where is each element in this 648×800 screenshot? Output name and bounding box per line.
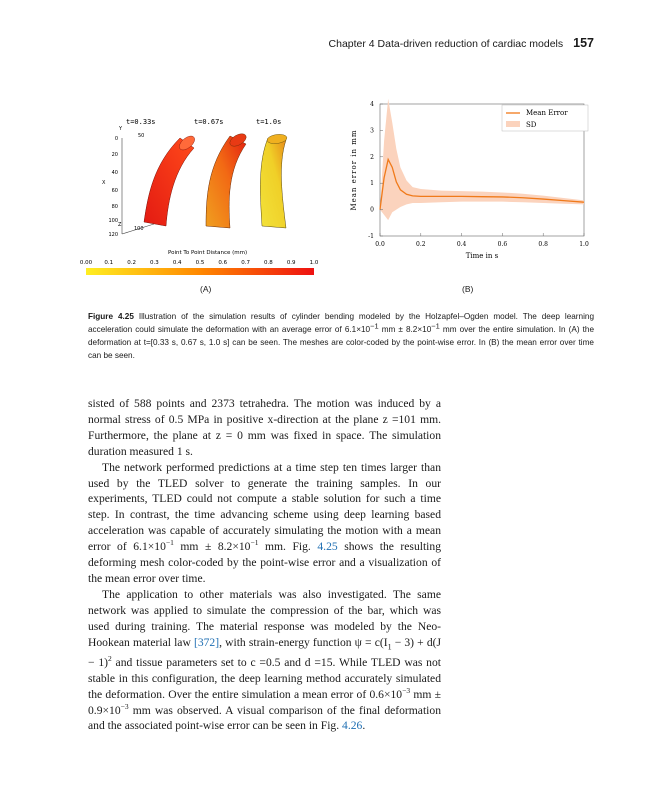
y-tick-label-5: 4 [370,101,374,108]
citation-link-372[interactable]: [372] [193,635,220,649]
mean-error-chart [342,96,592,276]
z-axis-label: Z [118,222,122,228]
x-axis-title: Time in s [465,252,499,260]
mesh-t033 [144,138,194,226]
x-tick-label-3: 0.6 [497,241,508,248]
legend-sd: SD [526,121,537,129]
running-header [0,36,594,50]
colorbar-tick-0: 0.00 [79,260,93,266]
x-axis-label: X [102,180,106,186]
y-tick-label-2: 1 [370,180,374,188]
figure-link-4-25[interactable]: 4.25 [317,540,338,554]
y-axis-label: Y [119,126,123,132]
y-axis-title: Mean error in mm [350,129,358,211]
figure-label: Figure 4.25 [88,312,134,321]
x-tick-label-5: 1.0 [579,241,589,248]
colorbar-tick-6: 0.6 [218,260,228,266]
y-tick-60: 60 [111,188,118,194]
y-tick-0: 0 [114,136,118,142]
colorbar [86,268,314,275]
paragraph-3: The application to other materials was also investigated. The same network was applied to simulate the compression of the bar, which was used during training. The material response was modeled by the Neo-Hookean material law [372], with strain-energy function $\psi = c(I_1 - 3) + d(J - 1)^2$ and tissue parameters set to c =0.5 and d =15. While TLED was not stable in this configuration, the deep learning method accurately simulated the deformation. Over the entire simulation a mean error of $0.6\times 10^{-3}$ mm ± $0.9\times 10^{-3}$ mm was observed. A visual comparison of the final deformation and the associated point-wise error can be seen in Fig. 4.26. [88,587,442,733]
y-tick-120: 120 [108,232,118,238]
panel-a-label: (A) [200,284,212,294]
panel-a-figure [79,104,324,282]
colorbar-tick-2: 0.2 [127,260,136,266]
y-tick-label-3: 2 [370,153,374,161]
y-tick-label-1: 0 [370,206,374,214]
colorbar-tick-5: 0.5 [195,260,205,266]
colorbar-tick-10: 1.0 [309,260,319,266]
colorbar-tick-1: 0.1 [104,260,114,266]
page-number: 157 [573,36,594,50]
chapter-title: Chapter 4 Data-driven reduction of cardiac models [328,38,564,50]
x-tick-label-1: 0.2 [416,241,426,248]
z-axis-tick-label: 100 [134,226,144,232]
colorbar-tick-4: 0.4 [172,260,182,266]
body-text [88,396,441,734]
colorbar-tick-9: 0.9 [286,260,296,266]
x-tick-label-4: 0.8 [538,241,548,248]
y-tick-100: 100 [108,218,118,224]
colorbar-tick-8: 0.8 [264,260,273,266]
x-tick-label-2: 0.4 [456,241,467,248]
x-tick-label-0: 0.0 [375,241,385,248]
colorbar-tick-3: 0.3 [150,260,159,266]
chart-legend [502,105,588,131]
time-label-3: t=1.0s [256,118,282,126]
time-label-2: t=0.67s [194,118,224,126]
mesh-t100 [260,138,286,228]
figure-link-4-26[interactable]: 4.26 [342,719,363,733]
y-tick-label-4: 3 [370,127,374,135]
figure-caption: Figure 4.25 Illustration of the simulation results of cylinder bending modeled by the Holzapfel–Ogden model. The deep learning acceleration could simulate the deformation with an average error of $6.1\times 10^{-1}$ mm ± $8.2\times 10^{-1}$ mm over the entire simulation. In (A) the deformation at t=[0.33 s, 0.67 s, 1.0 s] can be seen. The meshes are color-coded by the point-wise error. In (B) the mean error over time can be seen. [88,312,595,360]
paragraph-2: The network performed predictions at a time step ten times larger than used by the TLED solver to generate the training samples. In our experiments, TLED could not compute a stable solution for such a time step. In contrast, the time advancing scheme using deep learning based acceleration was capable of accurately simulating the motion with a mean error of $6.1\times 10^{-1}$ mm ± $8.2\times 10^{-1}$ mm. Fig. 4.25 shows the resulting deforming mesh color-coded by the point-wise error and a visualization of the mean error over time. [88,460,441,585]
panel-b-label: (B) [462,284,474,294]
mesh-t067 [206,136,246,228]
paragraph-1: sisted of 588 points and 2373 tetrahedra. The motion was induced by a normal stress of 0.5 MPa in positive x-direction at the plane z =101 mm. Furthermore, the plane at z = 0 mm was fixed in space. The simulation duration measured 1 s. [88,397,441,458]
colorbar-title: Point To Point Distance (mm) [168,250,248,256]
y-axis-tick-label: 50 [138,133,145,139]
y-tick-80: 80 [111,204,118,210]
colorbar-tick-7: 0.7 [241,260,250,266]
y-tick-20: 20 [111,152,118,158]
time-label-1: t=0.33s [126,118,156,126]
y-tick-label-0: -1 [368,233,374,240]
y-tick-40: 40 [111,170,118,176]
legend-mean-error: Mean Error [526,109,568,117]
legend-sd-swatch [506,121,520,127]
